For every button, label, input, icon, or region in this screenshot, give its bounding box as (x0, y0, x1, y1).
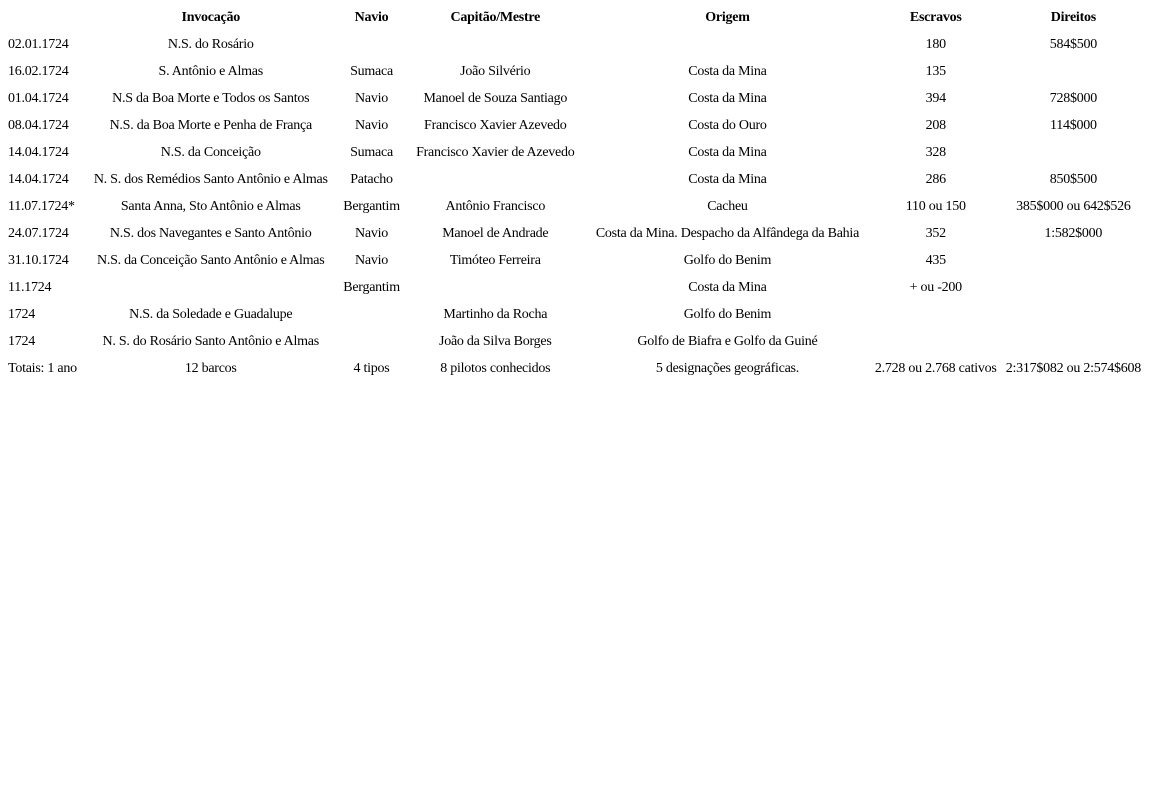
cell-capitao-mestre: João da Silva Borges (439, 333, 552, 349)
cell-invocacao: N.S. da Conceição Santo Antônio e Almas (97, 252, 325, 268)
cell-origem: 5 designações geográficas. (655, 360, 800, 376)
cell-capitao-mestre: Manoel de Andrade (442, 225, 549, 241)
cell-navio: Navio (355, 117, 389, 133)
cell-origem: Golfo do Benim (683, 252, 772, 268)
table-row (4, 112, 1145, 139)
cell-date: 1724 (8, 306, 35, 322)
cell-escravos: 135 (925, 63, 946, 79)
cell-escravos: 352 (925, 225, 946, 241)
cell-invocacao: N.S. dos Navegantes e Santo Antônio (109, 225, 312, 241)
cell-navio (338, 31, 406, 58)
cell-invocacao: Santa Anna, Sto Antônio e Almas (120, 198, 301, 214)
cell-invocacao: N.S da Boa Morte e Todos os Santos (112, 90, 310, 106)
cell-direitos (1002, 328, 1145, 355)
cell-navio: Patacho (350, 171, 393, 187)
cell-date: 11.1724 (8, 279, 52, 295)
totals-row (4, 355, 1145, 382)
cell-navio (338, 328, 406, 355)
cell-date: 14.04.1724 (8, 144, 69, 160)
cell-date: 14.04.1724 (8, 171, 69, 187)
table-row (4, 301, 1145, 328)
cell-capitao-mestre: Timóteo Ferreira (449, 252, 541, 268)
cell-navio (338, 301, 406, 328)
cell-date: 16.02.1724 (8, 63, 69, 79)
cell-origem: Costa da Mina. Despacho da Alfândega da Bahia (595, 225, 860, 241)
slave-ships-table (4, 4, 1145, 382)
cell-invocacao: N. S. do Rosário Santo Antônio e Almas (102, 333, 319, 349)
cell-navio: Bergantim (343, 279, 400, 295)
cell-navio: 4 tipos (353, 360, 390, 376)
cell-date: 08.04.1724 (8, 117, 69, 133)
cell-escravos: + ou -200 (909, 279, 962, 295)
cell-direitos (1002, 247, 1145, 274)
header-capitao-mestre: Capitão/Mestre (450, 9, 541, 25)
cell-invocacao: S. Antônio e Almas (158, 63, 263, 79)
cell-date: 31.10.1724 (8, 252, 69, 268)
cell-direitos: 584$500 (1049, 36, 1097, 52)
cell-date: 02.01.1724 (8, 36, 69, 52)
cell-date: 24.07.1724 (8, 225, 69, 241)
cell-direitos (1002, 274, 1145, 301)
cell-direitos (1002, 139, 1145, 166)
cell-capitao-mestre (405, 31, 585, 58)
table-header-row (4, 4, 1145, 31)
cell-escravos: 328 (925, 144, 946, 160)
cell-date: 01.04.1724 (8, 90, 69, 106)
cell-direitos: 850$500 (1049, 171, 1097, 187)
cell-direitos: 2:317$082 ou 2:574$608 (1005, 360, 1141, 376)
cell-direitos: 728$000 (1049, 90, 1097, 106)
cell-capitao-mestre: Francisco Xavier de Azevedo (416, 144, 575, 160)
cell-navio: Navio (355, 252, 389, 268)
cell-escravos: 110 ou 150 (905, 198, 966, 214)
cell-invocacao: N.S. da Boa Morte e Penha de França (109, 117, 312, 133)
cell-escravos: 394 (925, 90, 946, 106)
header-origem: Origem (705, 9, 750, 25)
cell-capitao-mestre: 8 pilotos conhecidos (440, 360, 551, 376)
cell-capitao-mestre (405, 166, 585, 193)
cell-escravos: 286 (925, 171, 946, 187)
cell-origem: Costa da Mina (688, 90, 767, 106)
cell-invocacao: N. S. dos Remédios Santo Antônio e Almas (93, 171, 328, 187)
cell-direitos (1002, 58, 1145, 85)
table-row (4, 328, 1145, 355)
table-body (4, 31, 1145, 382)
cell-navio: Bergantim (343, 198, 400, 214)
cell-origem: Costa do Ouro (688, 117, 767, 133)
cell-navio: Navio (355, 225, 389, 241)
cell-navio: Sumaca (350, 144, 393, 160)
cell-capitao-mestre: João Silvério (460, 63, 531, 79)
cell-date: 11.07.1724* (8, 198, 75, 214)
cell-escravos: 180 (925, 36, 946, 52)
header-direitos: Direitos (1050, 9, 1096, 25)
cell-origem: Costa da Mina (688, 144, 767, 160)
cell-direitos (1002, 301, 1145, 328)
table-row (4, 31, 1145, 58)
cell-direitos: 1:582$000 (1044, 225, 1103, 241)
cell-escravos (870, 301, 1002, 328)
cell-origem: Costa da Mina (688, 279, 767, 295)
cell-capitao-mestre (405, 274, 585, 301)
cell-escravos (870, 328, 1002, 355)
table-row (4, 139, 1145, 166)
cell-capitao-mestre: Antônio Francisco (445, 198, 546, 214)
table-row (4, 274, 1145, 301)
table-row (4, 193, 1145, 220)
cell-capitao-mestre: Francisco Xavier Azevedo (424, 117, 567, 133)
cell-date: Totais: 1 ano (8, 360, 77, 376)
cell-invocacao: N.S. da Soledade e Guadalupe (129, 306, 293, 322)
header-navio: Navio (354, 9, 389, 25)
cell-invocacao: 12 barcos (184, 360, 237, 376)
cell-capitao-mestre: Martinho da Rocha (443, 306, 548, 322)
cell-capitao-mestre: Manoel de Souza Santiago (423, 90, 568, 106)
table-row (4, 58, 1145, 85)
cell-origem: Costa da Mina (688, 63, 767, 79)
cell-origem: Cacheu (707, 198, 748, 214)
table-row (4, 85, 1145, 112)
table-row (4, 247, 1145, 274)
cell-origem: Golfo de Biafra e Golfo da Guiné (637, 333, 818, 349)
header-date (4, 4, 84, 31)
cell-escravos: 435 (925, 252, 946, 268)
table-row (4, 220, 1145, 247)
cell-invocacao: N.S. da Conceição (160, 144, 261, 160)
table-row (4, 166, 1145, 193)
cell-origem: Golfo do Benim (683, 306, 772, 322)
cell-navio: Navio (355, 90, 389, 106)
cell-escravos: 2.728 ou 2.768 cativos (874, 360, 997, 376)
cell-origem (585, 31, 870, 58)
header-invocacao: Invocação (181, 9, 240, 25)
cell-date: 1724 (8, 333, 35, 349)
cell-origem: Costa da Mina (688, 171, 767, 187)
header-escravos: Escravos (909, 9, 962, 25)
cell-navio: Sumaca (350, 63, 393, 79)
cell-invocacao: N.S. do Rosário (167, 36, 254, 52)
cell-invocacao (84, 274, 338, 301)
cell-direitos: 114$000 (1049, 117, 1097, 133)
cell-escravos: 208 (925, 117, 946, 133)
cell-direitos: 385$000 ou 642$526 (1016, 198, 1131, 214)
